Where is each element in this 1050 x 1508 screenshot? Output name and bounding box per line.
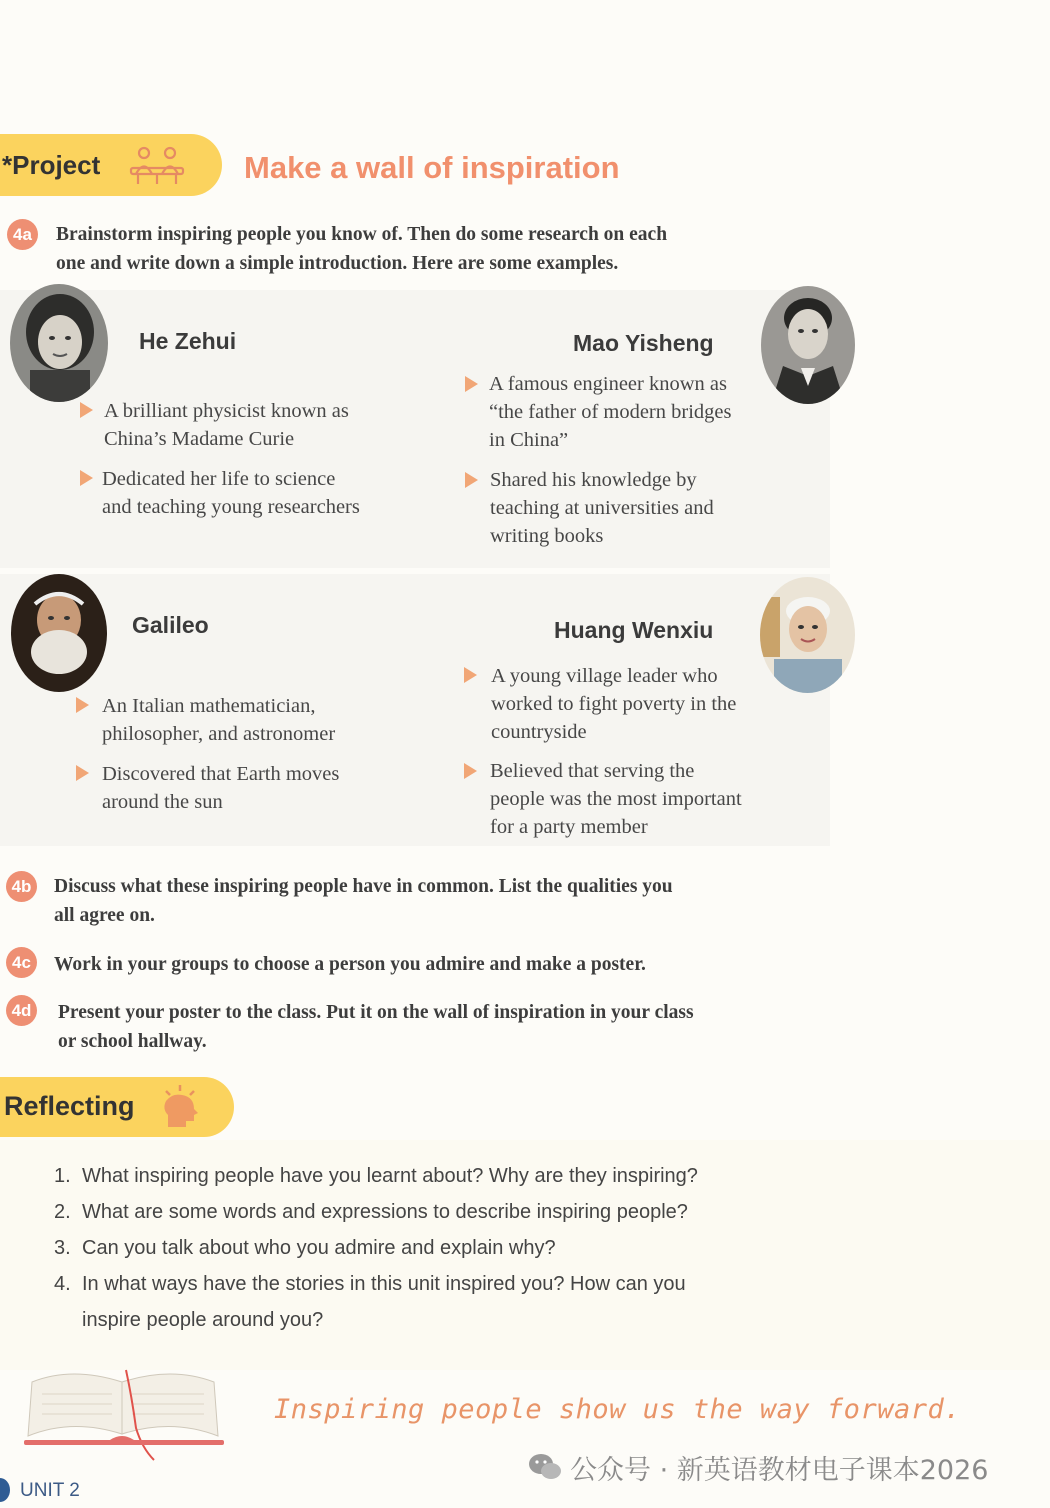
- person-name-mao-yisheng: Mao Yisheng: [573, 330, 714, 356]
- huang-wenxiu-fact-2: Believed that serving the people was the most important for a party member: [490, 760, 742, 838]
- open-book-icon: [22, 1368, 227, 1462]
- task-badge-4a: 4a: [7, 219, 38, 250]
- task-4a-line2: one and write down a simple introduction. Here are some examples.: [56, 253, 619, 274]
- bullet-arrow-icon: [76, 765, 89, 781]
- bullet-arrow-icon: [464, 763, 477, 779]
- bullet-arrow-icon: [465, 472, 478, 488]
- task-4a-line1: Brainstorm inspiring people you know of. Then do some research on each: [56, 224, 668, 245]
- wechat-icon: [527, 1452, 563, 1482]
- watermark-text: 公众号 · 新英语教材电子课本2026: [570, 1455, 989, 1486]
- huang-wenxiu-fact-1: A young village leader who worked to fight poverty in the countryside: [491, 665, 737, 743]
- bullet-arrow-icon: [80, 470, 93, 486]
- he-zehui-fact-2: Dedicated her life to science and teaching young researchers: [102, 468, 360, 518]
- galileo-fact-1: An Italian mathematician, philosopher, and astronomer: [102, 695, 336, 745]
- task-4c-text: Work in your groups to choose a person you admire and make a poster.: [54, 954, 646, 975]
- motto-text: Inspiring people show us the way forward.: [274, 1394, 961, 1425]
- bullet-arrow-icon: [464, 667, 477, 683]
- unit-marker-dot: [0, 1478, 10, 1502]
- person-name-he-zehui: He Zehui: [139, 328, 237, 354]
- project-banner: [0, 134, 222, 196]
- galileo-fact-2: Discovered that Earth moves around the sun: [102, 763, 340, 813]
- bullet-arrow-icon: [80, 402, 93, 418]
- project-title: Make a wall of inspiration: [244, 150, 620, 185]
- lightbulb-head-icon: [158, 1083, 202, 1131]
- he-zehui-portrait: [10, 284, 108, 402]
- task-badge-4d: 4d: [6, 995, 37, 1026]
- project-label: *Project: [2, 150, 101, 180]
- person-name-galileo: Galileo: [132, 612, 209, 638]
- group-people-icon: [128, 144, 186, 186]
- task-4a-text: [56, 220, 667, 278]
- he-zehui-fact-1: A brilliant physicist known as China’s Madame Curie: [104, 400, 349, 450]
- mao-yisheng-fact-1: A famous engineer known as “the father of modern bridges in China”: [489, 373, 732, 451]
- task-4b-text: Discuss what these inspiring people have in common. List the qualities you all agree on.: [54, 876, 673, 926]
- bullet-arrow-icon: [465, 376, 478, 392]
- reflecting-label: Reflecting: [4, 1091, 135, 1121]
- task-badge-4c: 4c: [6, 947, 37, 978]
- unit-label: UNIT 2: [20, 1480, 80, 1501]
- huang-wenxiu-portrait: [760, 577, 855, 693]
- person-name-huang-wenxiu: Huang Wenxiu: [554, 617, 714, 643]
- mao-yisheng-portrait: [761, 286, 855, 404]
- mao-yisheng-fact-2: Shared his knowledge by teaching at universities and writing books: [490, 469, 714, 547]
- galileo-portrait: [11, 574, 107, 692]
- task-4d-text: Present your poster to the class. Put it on the wall of inspiration in your class or school hallway.: [58, 1002, 694, 1052]
- task-badge-4b: 4b: [6, 871, 37, 902]
- reflecting-banner: [0, 1077, 234, 1137]
- bullet-arrow-icon: [76, 697, 89, 713]
